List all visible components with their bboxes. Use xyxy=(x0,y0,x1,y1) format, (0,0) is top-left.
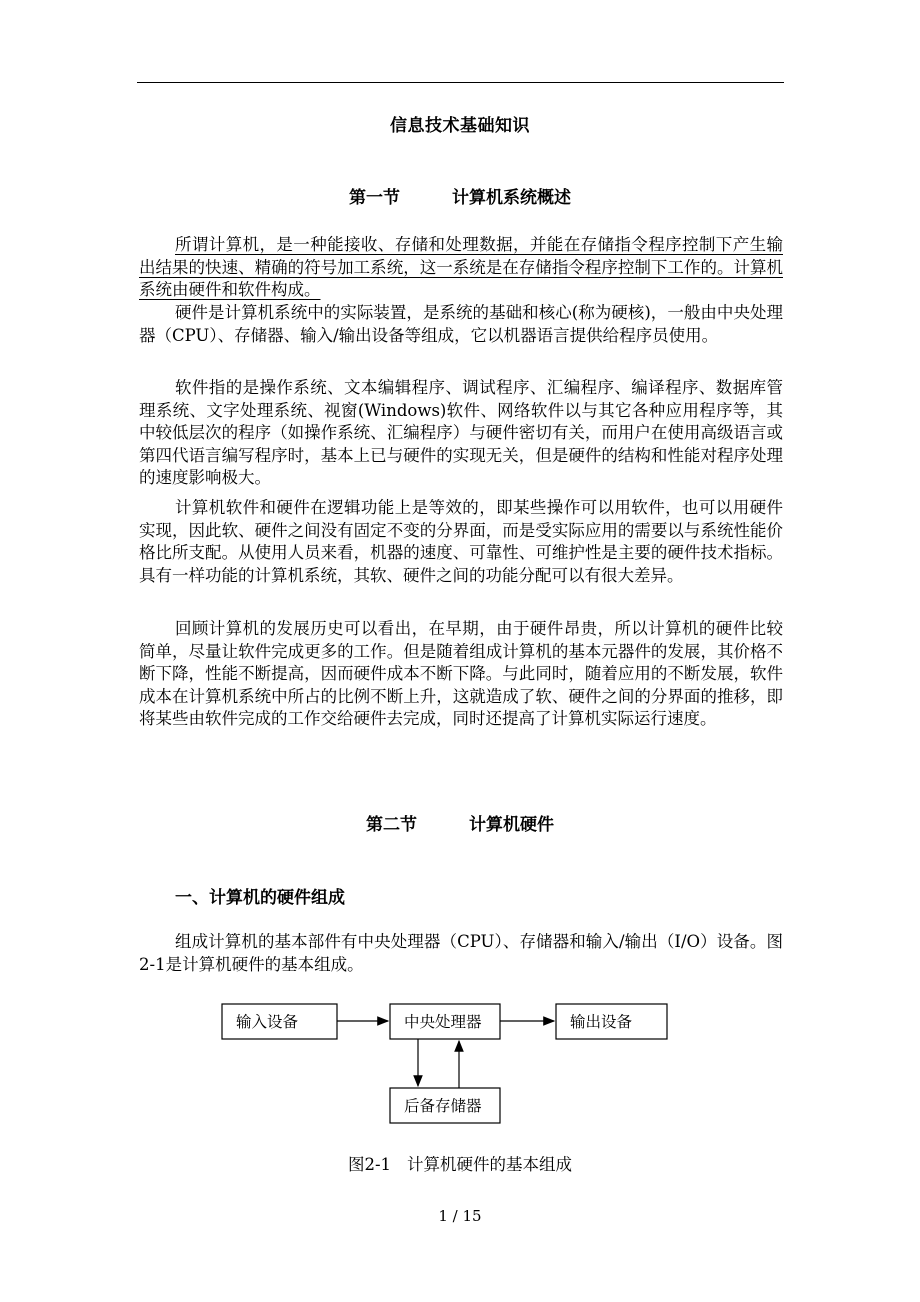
paragraph-components: 组成计算机的基本部件有中央处理器（CPU）、存储器和输入/输出（I/O）设备。图2-1是计算机硬件的基本组成。 xyxy=(139,932,783,974)
section-2-number: 第二节 xyxy=(366,815,417,835)
paragraph-definition: 所谓计算机，是一种能接收、存储和处理数据，并能在存储指令程序控制下产生输出结果的快速、精确的符号加工系统，这一系统是在存储指令程序控制下工作的。计算机系统由硬件和软件构成。 xyxy=(139,235,783,300)
figure-caption-text: 计算机硬件的基本组成 xyxy=(407,1155,573,1174)
figure-caption xyxy=(0,1151,920,1175)
paragraph-hardware: 硬件是计算机系统中的实际装置，是系统的基础和核心(称为硬核)，一般由中央处理器（CPU）、存储器、输入/输出设备等组成，它以机器语言提供给程序员使用。 xyxy=(139,303,783,345)
subsection-heading: 一、计算机的硬件组成 xyxy=(175,888,345,908)
document-title: 信息技术基础知识 xyxy=(390,116,530,136)
cpu-label: 中央处理器 xyxy=(404,1013,482,1031)
section-1-title: 计算机系统概述 xyxy=(452,188,571,208)
paragraph-equivalence: 计算机软件和硬件在逻辑功能上是等效的，即某些操作可以用软件，也可以用硬件实现，因此软、硬件之间没有固定不变的分界面，而是受实际应用的需要以与系统性能价格比所支配。从使用人员来看，机器的速度、可靠性、可维护性是主要的硬件技术指标。具有一样功能的计算机系统，其软、硬件之间的功能分配可以有很大差异。 xyxy=(139,498,783,585)
figure-label: 图2-1 xyxy=(347,1155,392,1174)
input-device-label: 输入设备 xyxy=(236,1013,299,1031)
storage-label: 后备存储器 xyxy=(404,1097,482,1115)
section-1-number: 第一节 xyxy=(349,188,400,208)
page-number: 1 / 15 xyxy=(438,1207,482,1225)
section-2-title: 计算机硬件 xyxy=(469,815,554,835)
paragraph-software: 软件指的是操作系统、文本编辑程序、调试程序、汇编程序、编译程序、数据库管理系统、文字处理系统、视窗(Windows)软件、网络软件以与其它各种应用程序等，其中较低层次的程序（如操作系统、汇编程序）与硬件密切有关，而用户在使用高级语言或第四代语言编写程序时，基本上已与硬件的实现无关，但是硬件的结构和性能对程序处理的速度影响极大。 xyxy=(139,378,783,488)
output-device-label: 输出设备 xyxy=(570,1013,633,1031)
paragraph-history: 回顾计算机的发展历史可以看出，在早期，由于硬件昂贵，所以计算机的硬件比较简单，尽量让软件完成更多的工作。但是随着组成计算机的基本元器件的发展，其价格不断下降，性能不断提高，因而硬件成本不断下降。与此同时，随着应用的不断发展，软件成本在计算机系统中所占的比例不断上升，这就造成了软、硬件之间的分界面的推移，即将某些由软件完成的工作交给硬件去完成，同时还提高了计算机实际运行速度。 xyxy=(139,619,783,729)
